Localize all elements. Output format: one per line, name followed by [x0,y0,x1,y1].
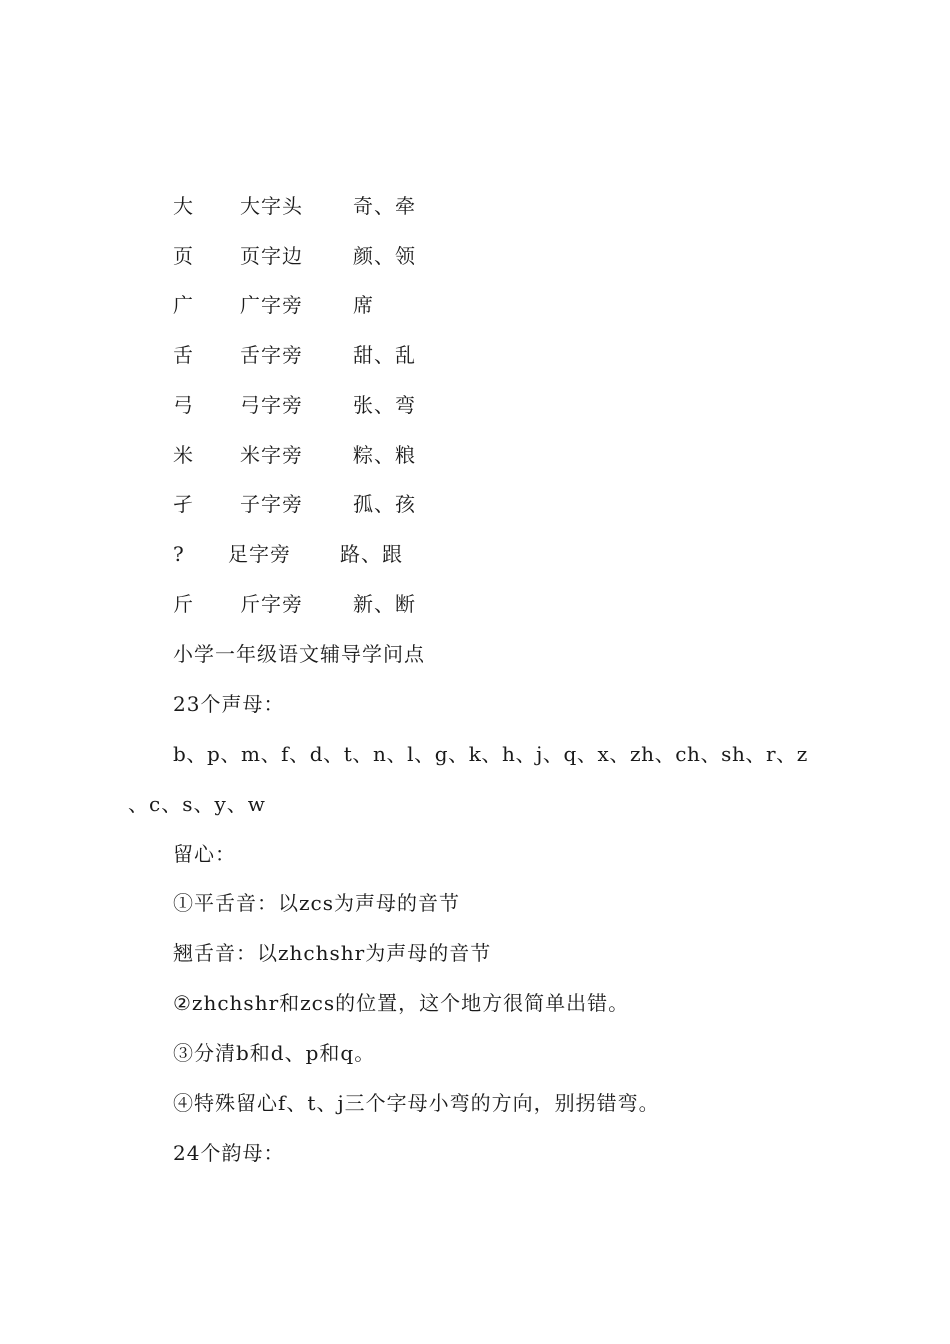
section-title: 小学一年级语文辅导学问点 [173,642,425,666]
radical-examples: 新、断 [353,592,416,616]
radical-name: 广字旁 [240,293,303,317]
radical-examples: 粽、粮 [353,443,416,467]
radical-char: ? [173,542,185,566]
radical-char: 弓 [173,393,194,417]
radical-name: 足字旁 [228,542,291,566]
radical-examples: 张、弯 [353,393,416,417]
initials-list-line1: b、p、m、f、d、t、n、l、g、k、h、j、q、x、zh、ch、sh、r、z [173,742,808,766]
radical-name: 子字旁 [240,492,303,516]
note-item: ③分清b和d、p和q。 [173,1041,376,1065]
radical-char: 舌 [173,343,194,367]
radical-char: 大 [173,194,194,218]
notice-heading: 留心： [173,842,236,866]
radical-char: 米 [173,443,194,467]
initials-heading: 23个声母： [173,692,285,716]
radical-name: 舌字旁 [240,343,303,367]
radical-name: 斤字旁 [240,592,303,616]
initials-list-line2: 、c、s、y、w [128,792,266,816]
radical-examples: 席 [353,293,374,317]
note-item: ②zhchshr和zcs的位置，这个地方很简单出错。 [173,991,630,1015]
radical-name: 弓字旁 [240,393,303,417]
radical-examples: 颜、领 [353,244,416,268]
finals-heading: 24个韵母： [173,1141,285,1165]
radical-char: 页 [173,244,194,268]
note-item: ④特殊留心f、t、j三个字母小弯的方向，别拐错弯。 [173,1091,660,1115]
radical-examples: 奇、牵 [353,194,416,218]
radical-name: 页字边 [240,244,303,268]
radical-char: 孑 [173,492,194,516]
radical-name: 大字头 [240,194,303,218]
note-item: ①平舌音：以zcs为声母的音节 [173,891,461,915]
radical-examples: 甜、乱 [353,343,416,367]
radical-examples: 孤、孩 [353,492,416,516]
radical-char: 广 [173,293,194,317]
note-item: 翘舌音：以zhchshr为声母的音节 [173,941,492,965]
radical-name: 米字旁 [240,443,303,467]
radical-examples: 路、跟 [340,542,403,566]
radical-char: 斤 [173,592,194,616]
